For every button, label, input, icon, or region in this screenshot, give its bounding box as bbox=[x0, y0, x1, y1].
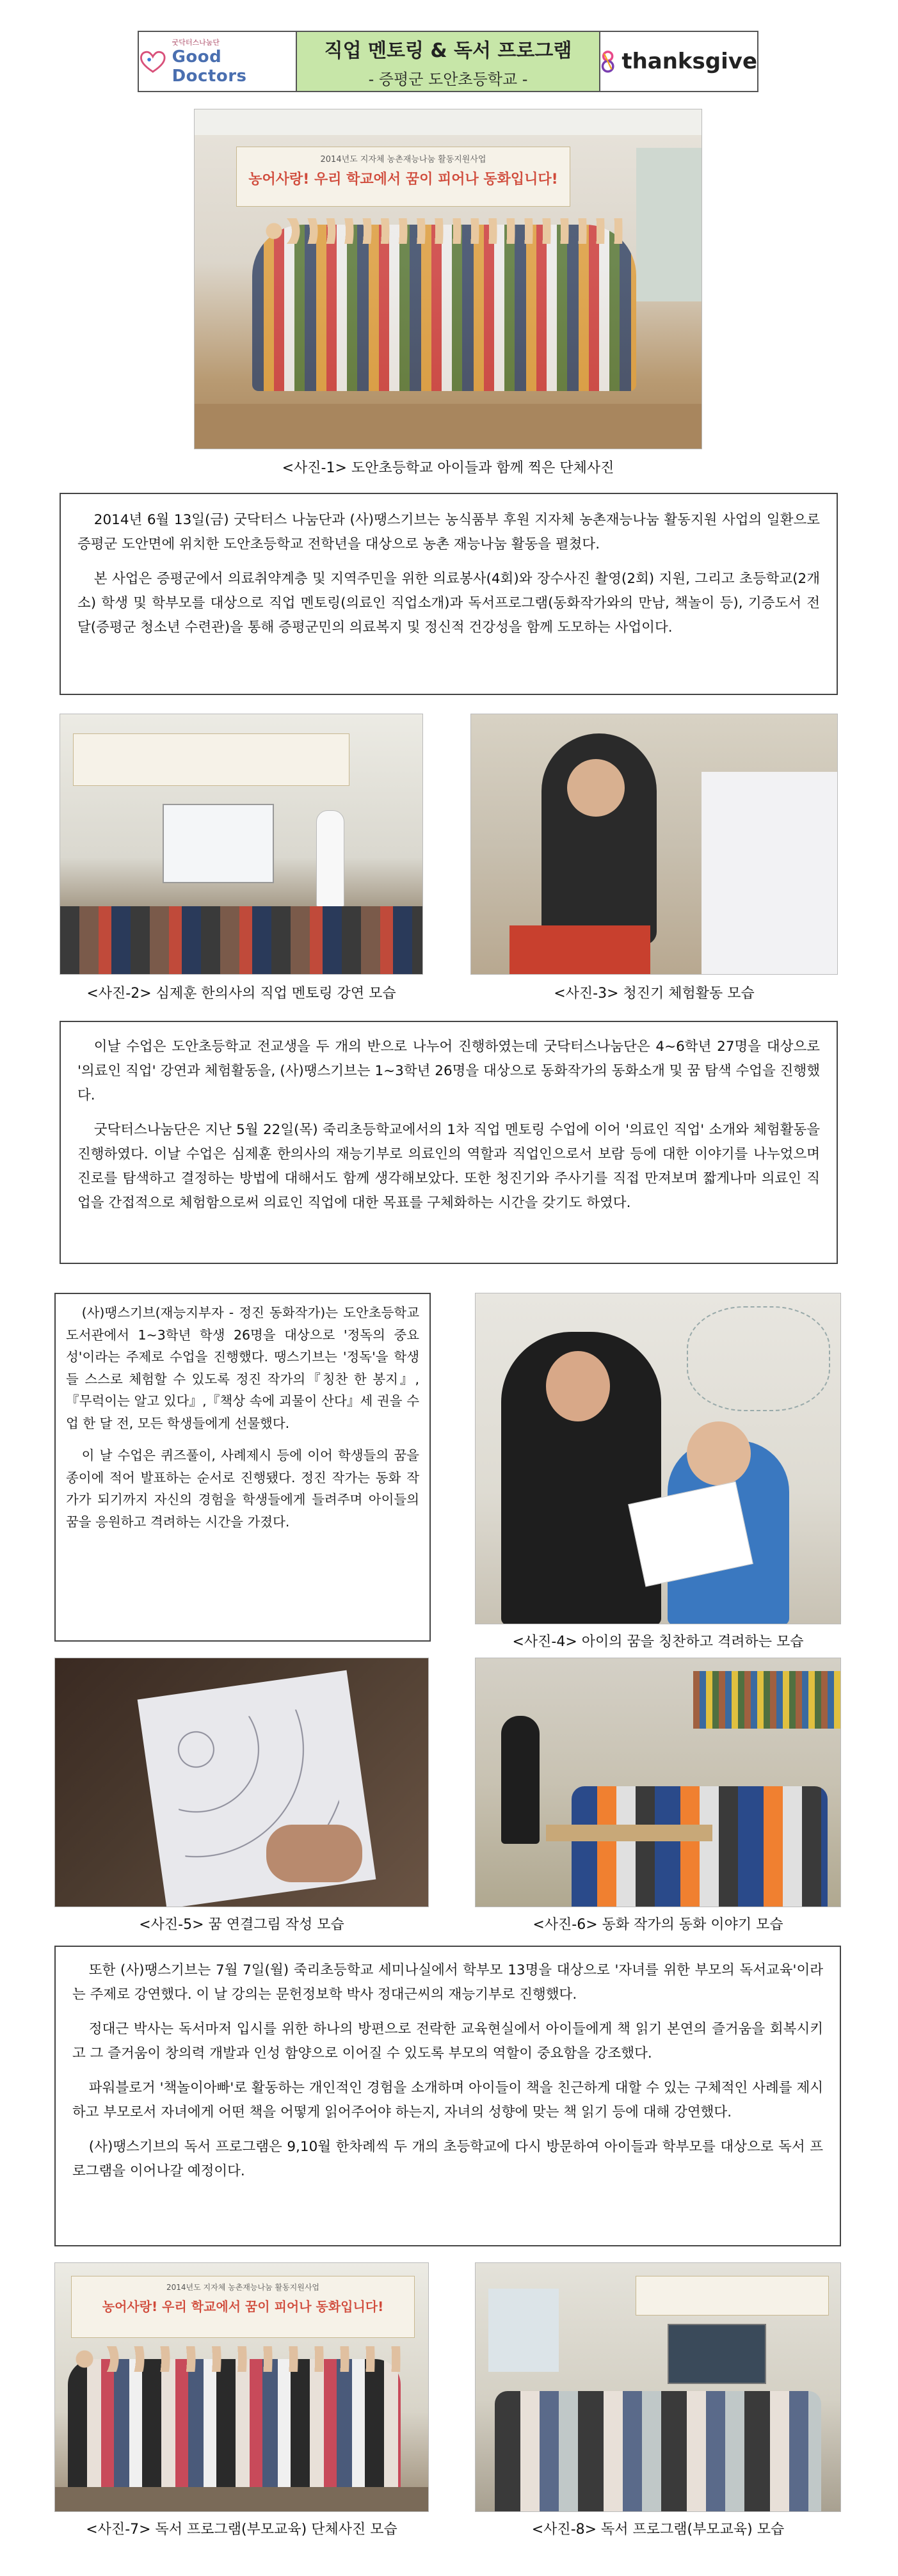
boy-face bbox=[687, 1421, 751, 1485]
table-front bbox=[55, 2487, 429, 2512]
lesson-paragraph-1: 이날 수업은 도안초등학교 전교생을 두 개의 반으로 나누어 진행하였는데 굿닥터스나눔단은 4~6학년 27명을 대상으로 '의료인 직업' 강연과 체험활동을, (사)땡스기브는 1~3학년 26명을 대상으로 동화작가의 동화소개 및 꿈 탐색 수업을 진행했다. bbox=[77, 1039, 820, 1103]
logo-subtext: 굿닥터스나눔단 bbox=[172, 38, 220, 47]
lesson-paragraph-2: 굿닥터스나눔단은 지난 5월 22일(목) 죽리초등학교에서의 1차 직업 멘토링 수업에 이어 '의료인 직업' 소개와 체험활동을 진행하였다. 이날 수업은 심제훈 한의사의 재능기부로 의료인의 역할과 직업인으로서 보람 등에 대한 이야기를 나누었으며 진로를 탐색하고 결정하는 방법에 대해서도 함께 생각해보았다. 또한 청진기와 주사기를 직접 만져보며 짧게나마 의료인 직업을 간접적으로 체험함으로써 의료인 직업에 대한 목표를 구체화하는 시간을 갖기도 하였다. bbox=[77, 1122, 820, 1211]
parents-paragraph-4: (사)땡스기브의 독서 프로그램은 9,10월 한차례씩 두 개의 초등학교에 다시 방문하여 아이들과 학부모를 대상으로 독서 프로그램을 이어나갈 예정이다. bbox=[72, 2139, 823, 2179]
caption-photo-6: <사진-6> 동화 작가의 동화 이야기 모습 bbox=[533, 1917, 783, 1933]
screen bbox=[163, 804, 274, 883]
caption-photo-2: <사진-2> 심제훈 한의사의 직업 멘토링 강연 모습 bbox=[86, 986, 396, 1002]
intro-paragraph-2: 본 사업은 증평군에서 의료취약계층 및 지역주민을 위한 의료봉사(4회)와 장수사진 촬영(2회) 지원, 그리고 초등학교(2개소) 학생 및 학부모를 대상으로 직업 멘토링(의료인 직업소개)과 독서프로그램(동화작가와의 만남, 책놀이 등), 기증도서 전달(증평군 청소년 수련관)을 통해 증평군민의 의료복지 및 정신적 건강성을 함께 도모하는 사업이다. bbox=[77, 571, 820, 636]
whiteboard-drawing bbox=[687, 1306, 830, 1411]
caption-photo-3: <사진-3> 청진기 체험활동 모습 bbox=[554, 986, 755, 1002]
photo-1-group bbox=[194, 109, 702, 449]
parents-paragraph-3: 파워블로거 '책놀이아빠'로 활동하는 개인적인 경험을 소개하며 아이들이 책을 친근하게 대할 수 있는 구체적인 사례를 제시하고 부모로서 자녀에게 어떤 책을 어떻게 읽어주어야 하는지, 자녀의 성향에 맞는 책 읽기 등에 대해 강연했다. bbox=[72, 2080, 823, 2120]
woman-face bbox=[546, 1351, 610, 1421]
caption-photo-1: <사진-1> 도안초등학교 아이들과 함께 찍은 단체사진 bbox=[282, 460, 614, 476]
floor bbox=[195, 404, 702, 449]
photo-8-parent-lecture bbox=[475, 2262, 841, 2512]
author-figure bbox=[501, 1716, 540, 1844]
text-box-intro bbox=[60, 493, 838, 695]
banner bbox=[73, 733, 349, 786]
text-box-lesson bbox=[60, 1021, 838, 1264]
photo-7-parent-group bbox=[54, 2262, 429, 2512]
thanksgive-logo bbox=[599, 32, 757, 91]
banner-big-text: 농어사랑! 우리 학교에서 꿈이 피어나 동화입니다! bbox=[102, 2299, 384, 2314]
photo-2-lecture bbox=[60, 714, 423, 975]
window bbox=[488, 2289, 559, 2372]
thanksgive-text: thanksgive bbox=[621, 49, 757, 74]
parents-paragraph-1: 또한 (사)땡스기브는 7월 7일(월) 죽리초등학교 세미나실에서 학부모 13명을 대상으로 '자녀를 위한 부모의 독서교육'이라는 주제로 강연했다. 이 날 강의는 문헌정보학 박사 정대근씨의 재능기부로 진행했다. bbox=[72, 1962, 823, 2003]
screen bbox=[668, 2324, 766, 2384]
photo-5-dream-drawing bbox=[54, 1658, 429, 1907]
boy-face bbox=[567, 759, 625, 817]
students-seated bbox=[60, 906, 423, 975]
intro-paragraph-1: 2014년 6월 13일(금) 굿닥터스 나눔단과 (사)땡스기브는 농식품부 후원 지자체 농촌재능나눔 활동지원 사업의 일환으로 증평군 도안면에 위치한 도안초등학교 전학년을 대상으로 농촌 재능나눔 활동을 펼쳤다. bbox=[77, 512, 820, 552]
classroom-banner bbox=[236, 147, 570, 207]
bookshelf bbox=[693, 1671, 841, 1729]
row-of-faces bbox=[265, 218, 623, 244]
children-seated bbox=[572, 1786, 828, 1907]
banner bbox=[636, 2276, 829, 2316]
classroom-banner bbox=[71, 2276, 415, 2338]
photo-6-storytelling bbox=[475, 1658, 841, 1907]
page-subtitle: - 증평군 도안초등학교 - bbox=[368, 70, 528, 88]
figure-eight-logo-icon bbox=[600, 42, 615, 81]
text-box-parents bbox=[54, 1946, 841, 2246]
hand bbox=[266, 1825, 362, 1882]
table bbox=[546, 1825, 712, 1841]
adults-standing bbox=[68, 2359, 401, 2487]
banner-small-text: 2014년도 지자체 농촌재능나눔 활동지원사업 bbox=[166, 2283, 320, 2292]
parents-paragraph-2: 정대근 박사는 독서마저 입시를 위한 하나의 방편으로 전락한 교육현실에서 아이들에게 책 읽기 본연의 즐거움을 회복시키고 그 즐거움이 창의력 개발과 인성 함양으로 이어질 수 있도록 부모의 역할이 중요함을 강조했다. bbox=[72, 2021, 823, 2061]
photo-3-stethoscope bbox=[470, 714, 838, 975]
crowd-of-children bbox=[252, 225, 636, 391]
heart-logo-icon bbox=[139, 47, 167, 76]
window-right bbox=[636, 148, 702, 301]
photo-4-praise bbox=[475, 1293, 841, 1624]
banner-big-text: 농어사랑! 우리 학교에서 꿈이 피어나 동화입니다! bbox=[248, 172, 558, 188]
banner-small-text: 2014년도 지자체 농촌재능나눔 활동지원사업 bbox=[320, 155, 486, 164]
caption-photo-7: <사진-7> 독서 프로그램(부모교육) 단체사진 모습 bbox=[86, 2522, 397, 2538]
reading-paragraph-1: (사)땡스기브(재능지부자 - 정진 동화작가)는 도안초등학교 도서관에서 1~3학년 학생 26명을 대상으로 '정독의 중요성'이라는 주제로 수업을 진행했다. 땡스기브는 '정독'을 학생들 스스로 체험할 수 있도록 정진 작가의『칭찬 한 봉지』,『무럭이는 알고 있다』,『책상 속에 괴물이 산다』세 권을 수업 한 달 전, 모든 학생들에게 선물했다. bbox=[66, 1305, 419, 1431]
caption-photo-4: <사진-4> 아이의 꿈을 칭찬하고 격려하는 모습 bbox=[512, 1634, 804, 1650]
ceiling bbox=[195, 109, 702, 135]
reading-paragraph-2: 이 날 수업은 퀴즈풀이, 사례제시 등에 이어 학생들의 꿈을 종이에 적어 발표하는 순서로 진행됐다. 정진 작가는 동화 작가가 되기까지 자신의 경험을 학생들에게 들려주며 아이들의 꿈을 응원하고 격려하는 시간을 가졌다. bbox=[66, 1448, 419, 1530]
parents-seated bbox=[495, 2391, 821, 2512]
logo-text: Good Doctors bbox=[172, 47, 247, 86]
row-of-faces bbox=[74, 2346, 401, 2372]
doctor-white-coat bbox=[702, 772, 838, 975]
caption-photo-8: <사진-8> 독서 프로그램(부모교육) 모습 bbox=[531, 2522, 785, 2538]
page-title: 직업 멘토링 & 독서 프로그램 bbox=[324, 39, 572, 62]
doctor-figure bbox=[316, 810, 344, 908]
good-doctors-logo bbox=[139, 32, 297, 91]
header-banner bbox=[138, 31, 758, 92]
text-box-reading bbox=[54, 1293, 431, 1642]
caption-photo-5: <사진-5> 꿈 연결그림 작성 모습 bbox=[139, 1917, 344, 1933]
child-red-shirt bbox=[509, 925, 650, 975]
header-title-area bbox=[297, 32, 599, 91]
